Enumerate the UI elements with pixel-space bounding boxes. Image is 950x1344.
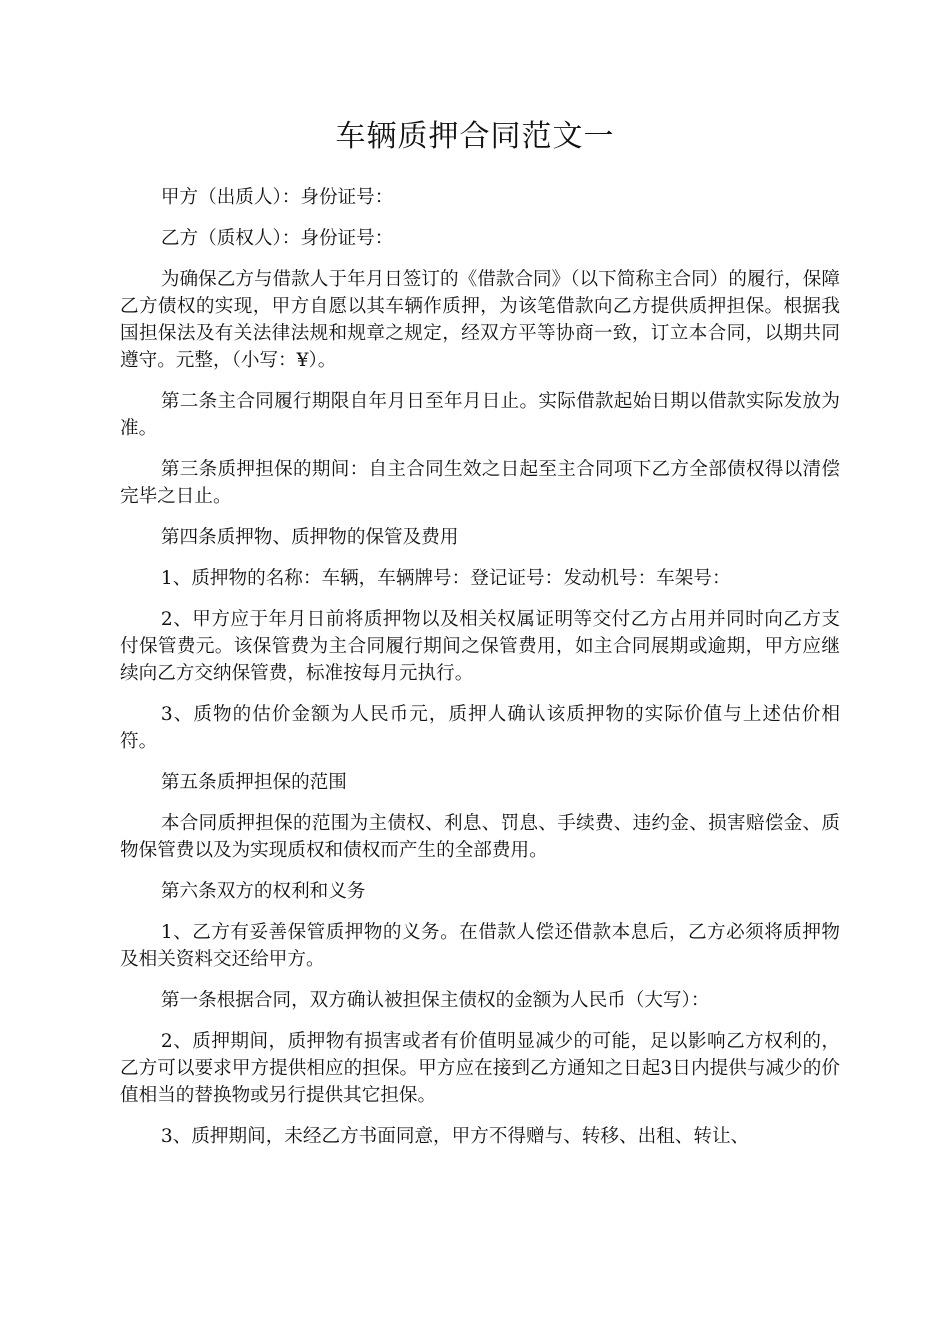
document-body [120, 184, 840, 1164]
article-3-paragraph: 第三条质押担保的期间：自主合同生效之日起至主合同项下乙方全部债权得以清偿完毕之日止。 [120, 459, 840, 507]
article-4-item-3: 3、质物的估价金额为人民币元，质押人确认该质押物的实际价值与上述估价相符。 [120, 704, 840, 752]
article-6-heading: 第六条双方的权利和义务 [160, 881, 366, 902]
article-4-heading: 第四条质押物、质押物的保管及费用 [160, 527, 459, 548]
party-b-line: 乙方（质权人）：身份证号： [160, 228, 394, 249]
preamble-paragraph: 为确保乙方与借款人于年月日签订的《借款合同》（以下简称主合同）的履行，保障乙方债权的实现，甲方自愿以其车辆作质押，为该笔借款向乙方提供质押担保。根据我国担保法及有关法律法规和规章之规定，经双方平等协商一致，订立本合同，以期共同遵守。元整，（小写：¥）。 [120, 269, 840, 371]
document-title: 车辆质押合同范文一 [335, 119, 615, 154]
article-4-item-1: 1、质押物的名称：车辆，车辆牌号：登记证号：发动机号：车架号： [160, 568, 731, 589]
article-5-paragraph: 本合同质押担保的范围为主债权、利息、罚息、手续费、违约金、损害赔偿金、质物保管费以及为实现质权和债权而产生的全部费用。 [120, 813, 840, 861]
article-1-paragraph: 第一条根据合同，双方确认被担保主债权的金额为人民币（大写）： [160, 990, 710, 1011]
article-6-item-3: 3、质押期间，未经乙方书面同意，甲方不得赠与、转移、出租、转让、 [160, 1126, 750, 1147]
party-a-line: 甲方（出质人）：身份证号： [160, 187, 394, 208]
article-6-item-2: 2、质押期间，质押物有损害或者有价值明显减少的可能，足以影响乙方权利的，乙方可以要求甲方提供相应的担保。甲方应在接到乙方通知之日起3日内提供与减少的价值相当的替换物或另行提供其它担保。 [120, 1031, 840, 1106]
article-6-item-1: 1、乙方有妥善保管质押物的义务。在借款人偿还借款本息后，乙方必须将质押物及相关资料交还给甲方。 [120, 922, 840, 970]
article-4-item-2: 2、甲方应于年月日前将质押物以及相关权属证明等交付乙方占用并同时向乙方支付保管费元。该保管费为主合同履行期间之保管费用，如主合同展期或逾期，甲方应继续向乙方交纳保管费，标准按每月元执行。 [120, 609, 840, 684]
article-2-paragraph: 第二条主合同履行期限自年月日至年月日止。实际借款起始日期以借款实际发放为准。 [120, 391, 840, 439]
article-5-heading: 第五条质押担保的范围 [160, 772, 347, 793]
